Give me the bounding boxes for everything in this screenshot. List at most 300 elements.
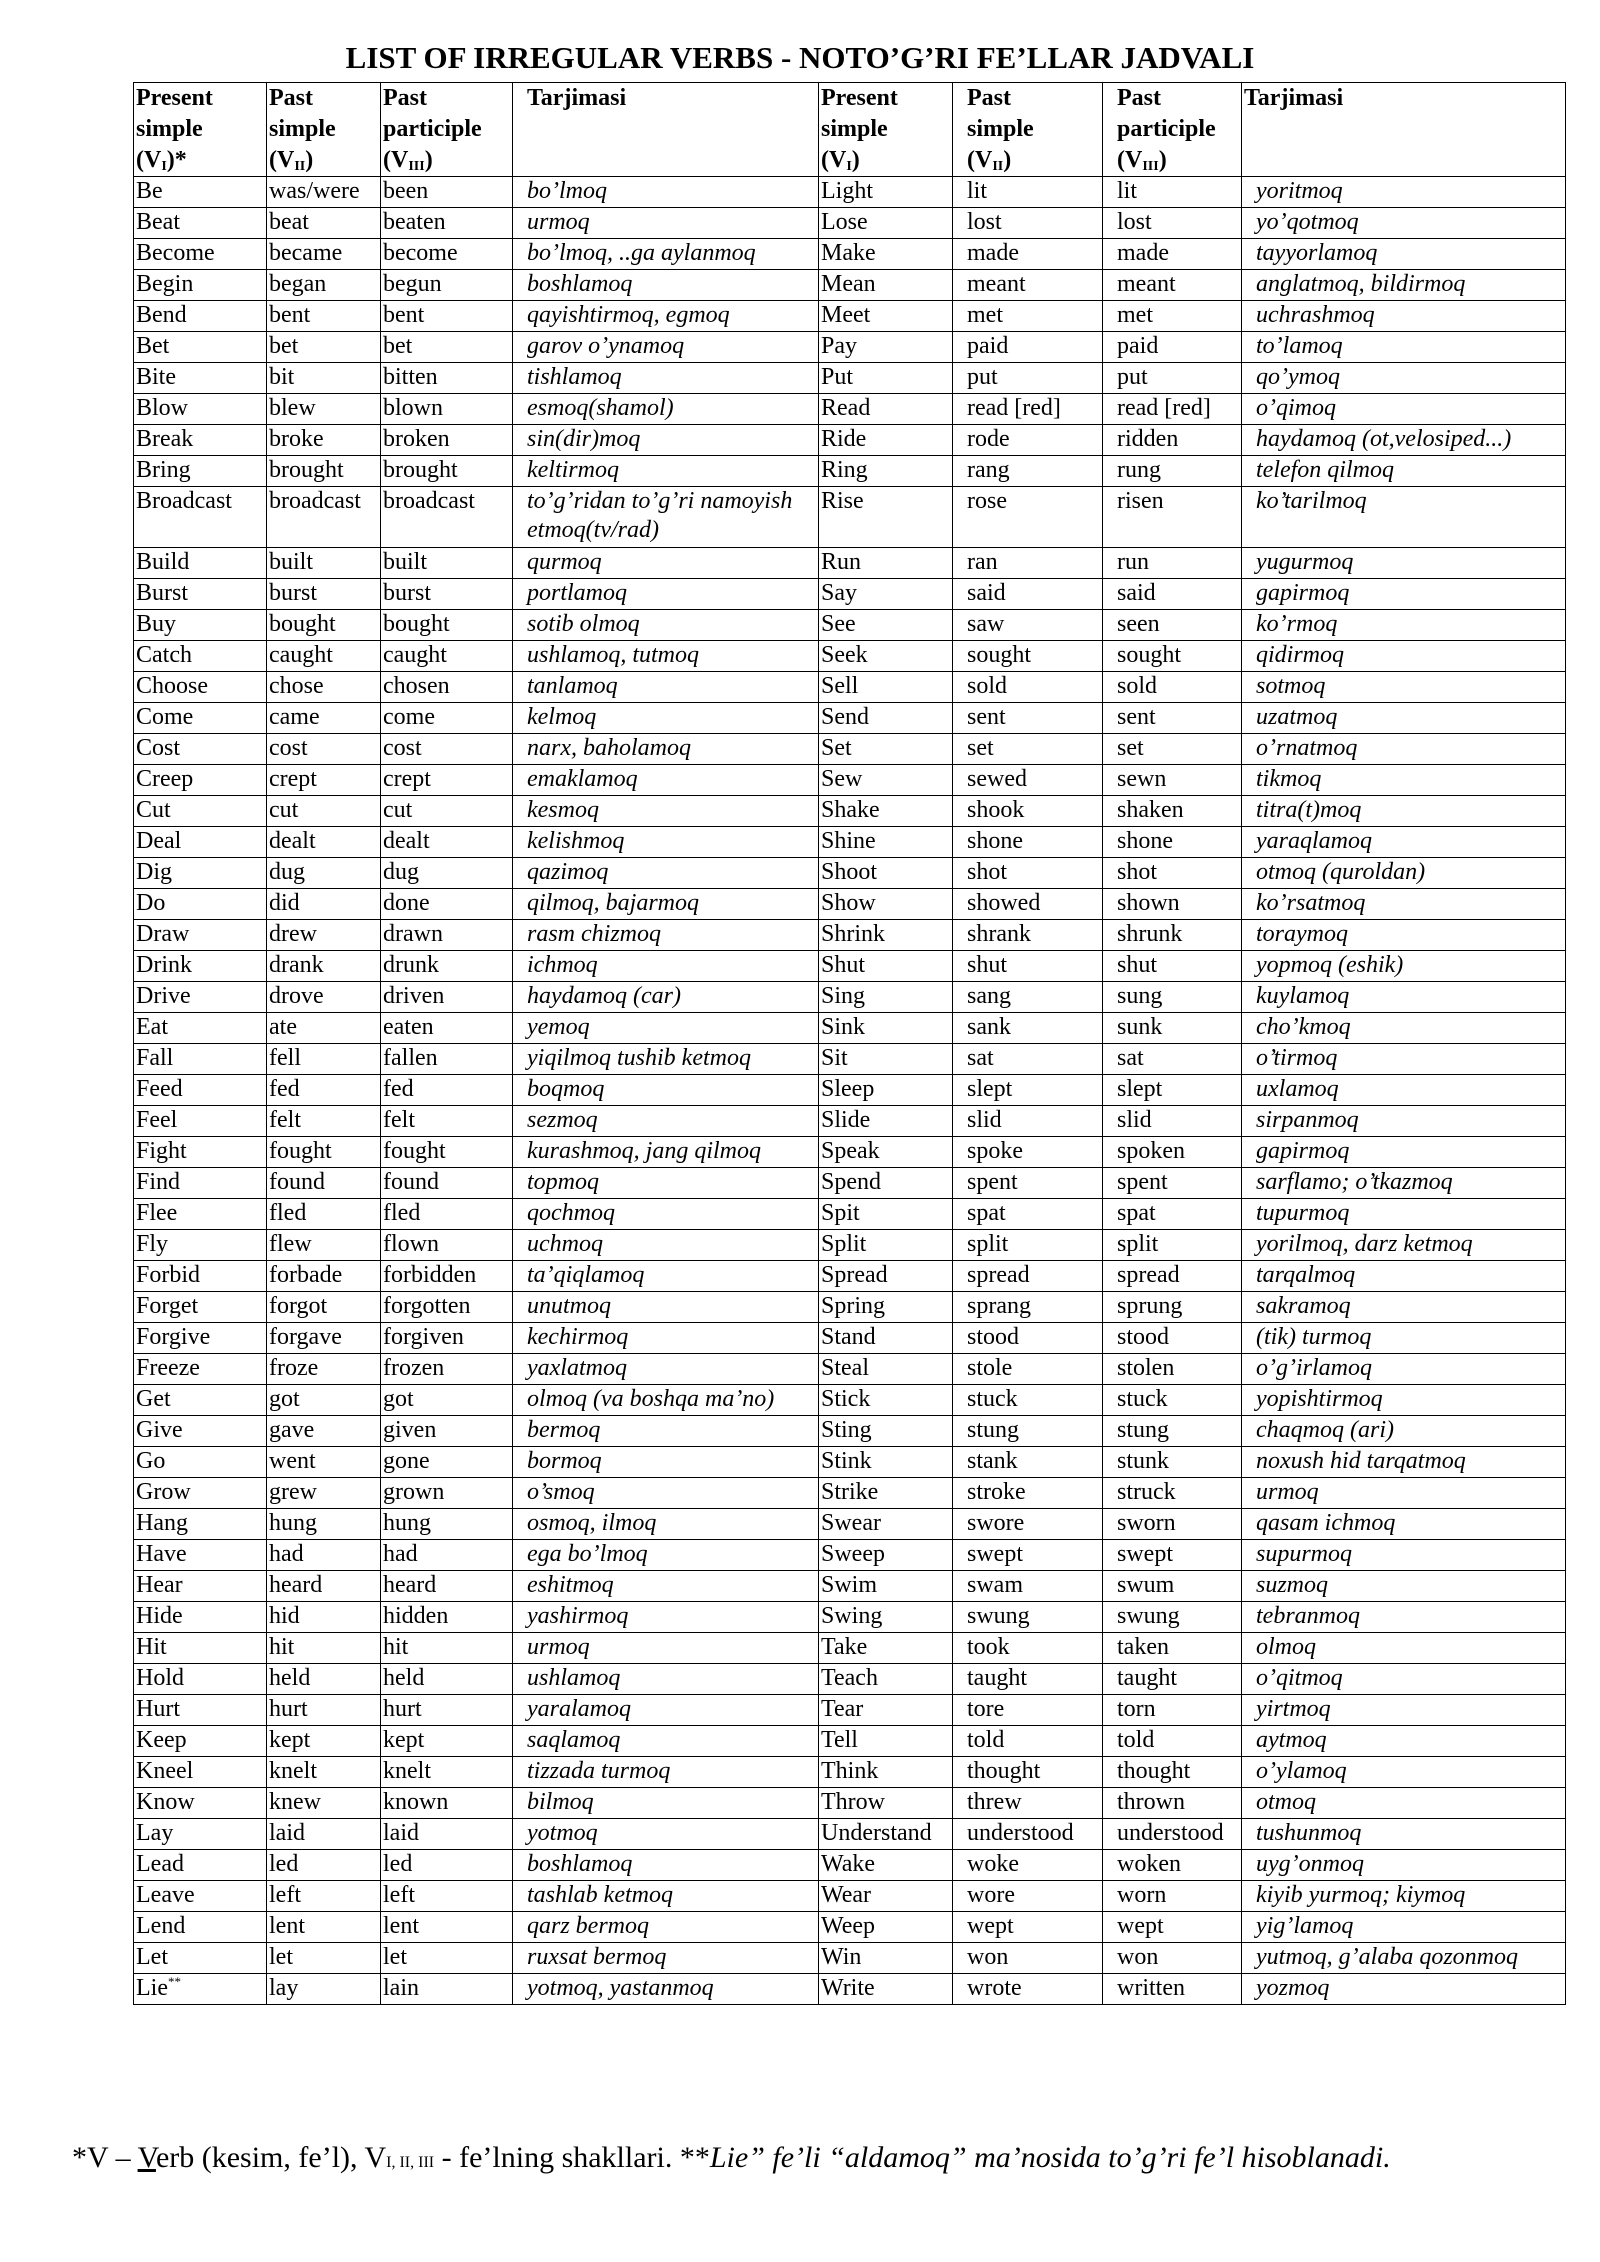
past-simple-right-cell: won [953, 1943, 1103, 1974]
past-simple-right-cell: saw [953, 610, 1103, 641]
translation-cell: ushlamoq [513, 1664, 819, 1695]
translation-right-cell: ko’tarilmoq [1242, 487, 1566, 548]
past-participle-cell: hit [381, 1633, 513, 1664]
past-simple-right-cell: spread [953, 1261, 1103, 1292]
past-simple-right-cell: thought [953, 1757, 1103, 1788]
past-participle-cell: fallen [381, 1044, 513, 1075]
translation-cell: qarz bermoq [513, 1912, 819, 1943]
past-participle-cell: broadcast [381, 487, 513, 548]
translation-right-cell: o’qitmoq [1242, 1664, 1566, 1695]
past-simple-cell: felt [267, 1106, 381, 1137]
verb-right-cell: Weep [819, 1912, 953, 1943]
verb-right-cell: Lose [819, 208, 953, 239]
past-simple-right-cell: sought [953, 641, 1103, 672]
past-participle-cell: done [381, 889, 513, 920]
translation-right-cell: yoritmoq [1242, 177, 1566, 208]
translation-right-cell: uxlamoq [1242, 1075, 1566, 1106]
verb-cell: Feel [134, 1106, 267, 1137]
past-simple-right-cell: wore [953, 1881, 1103, 1912]
past-participle-right-cell: taught [1103, 1664, 1242, 1695]
verb-right-cell: Teach [819, 1664, 953, 1695]
past-simple-right-cell: shone [953, 827, 1103, 858]
past-simple-right-cell: swept [953, 1540, 1103, 1571]
verb-right-cell: Rise [819, 487, 953, 548]
table-row [134, 1788, 1566, 1819]
translation-cell: bo’lmoq [513, 177, 819, 208]
past-participle-cell: caught [381, 641, 513, 672]
translation-right-cell: qasam ichmoq [1242, 1509, 1566, 1540]
table-row [134, 1540, 1566, 1571]
translation-right-cell: uyg’onmoq [1242, 1850, 1566, 1881]
past-simple-cell: held [267, 1664, 381, 1695]
past-simple-cell: became [267, 239, 381, 270]
translation-cell: topmoq [513, 1168, 819, 1199]
translation-right-cell: kiyib yurmoq; kiymoq [1242, 1881, 1566, 1912]
translation-right-cell: o’tirmoq [1242, 1044, 1566, 1075]
translation-right-cell: qo’ymoq [1242, 363, 1566, 394]
past-participle-right-cell: swept [1103, 1540, 1242, 1571]
translation-cell: osmoq, ilmoq [513, 1509, 819, 1540]
past-participle-right-cell: stunk [1103, 1447, 1242, 1478]
past-participle-cell: got [381, 1385, 513, 1416]
past-participle-cell: grown [381, 1478, 513, 1509]
verb-cell: Lead [134, 1850, 267, 1881]
past-simple-right-cell: sank [953, 1013, 1103, 1044]
translation-cell: haydamoq (car) [513, 982, 819, 1013]
translation-cell: bormoq [513, 1447, 819, 1478]
past-participle-right-cell: lit [1103, 177, 1242, 208]
past-participle-cell: broken [381, 425, 513, 456]
past-simple-right-cell: sat [953, 1044, 1103, 1075]
table-header-row [134, 83, 1566, 177]
verb-cell: Dig [134, 858, 267, 889]
past-participle-cell: fought [381, 1137, 513, 1168]
past-simple-cell: left [267, 1881, 381, 1912]
past-simple-cell: hit [267, 1633, 381, 1664]
past-simple-cell: crept [267, 765, 381, 796]
past-simple-right-cell: spat [953, 1199, 1103, 1230]
past-participle-right-cell: shaken [1103, 796, 1242, 827]
past-participle-cell: knelt [381, 1757, 513, 1788]
translation-cell: urmoq [513, 1633, 819, 1664]
past-participle-cell: dealt [381, 827, 513, 858]
translation-cell: qazimoq [513, 858, 819, 889]
translation-right-cell: sotmoq [1242, 672, 1566, 703]
translation-cell: qilmoq, bajarmoq [513, 889, 819, 920]
verb-right-cell: Put [819, 363, 953, 394]
past-participle-right-cell: swung [1103, 1602, 1242, 1633]
past-participle-right-cell: spread [1103, 1261, 1242, 1292]
past-simple-cell: came [267, 703, 381, 734]
verb-cell: Lie** [134, 1974, 267, 2005]
verb-cell: Draw [134, 920, 267, 951]
verb-cell: Choose [134, 672, 267, 703]
past-participle-cell: built [381, 548, 513, 579]
translation-right-cell: toraymoq [1242, 920, 1566, 951]
translation-right-cell: kuylamoq [1242, 982, 1566, 1013]
table-row [134, 1199, 1566, 1230]
past-simple-right-cell: split [953, 1230, 1103, 1261]
verb-right-cell: Slide [819, 1106, 953, 1137]
past-simple-right-cell: swore [953, 1509, 1103, 1540]
verb-cell: Forbid [134, 1261, 267, 1292]
translation-right-cell: tupurmoq [1242, 1199, 1566, 1230]
table-row [134, 827, 1566, 858]
past-simple-right-cell: stung [953, 1416, 1103, 1447]
translation-cell: narx, baholamoq [513, 734, 819, 765]
header-past-simple: Past simple $(V_{II})$ [267, 83, 381, 177]
past-simple-right-cell: threw [953, 1788, 1103, 1819]
translation-cell: esmoq(shamol) [513, 394, 819, 425]
verb-cell: Bend [134, 301, 267, 332]
past-simple-cell: bit [267, 363, 381, 394]
table-row [134, 301, 1566, 332]
past-participle-right-cell: shrunk [1103, 920, 1242, 951]
past-participle-right-cell: spoken [1103, 1137, 1242, 1168]
past-simple-right-cell: stole [953, 1354, 1103, 1385]
past-simple-right-cell: met [953, 301, 1103, 332]
verb-right-cell: Set [819, 734, 953, 765]
translation-cell: o’smoq [513, 1478, 819, 1509]
past-simple-right-cell: put [953, 363, 1103, 394]
table-row [134, 487, 1566, 548]
past-simple-cell: blew [267, 394, 381, 425]
past-participle-right-cell: sprung [1103, 1292, 1242, 1323]
verb-cell: Bite [134, 363, 267, 394]
past-simple-right-cell: showed [953, 889, 1103, 920]
past-participle-cell: felt [381, 1106, 513, 1137]
past-simple-right-cell: took [953, 1633, 1103, 1664]
table-row [134, 394, 1566, 425]
verb-cell: Hang [134, 1509, 267, 1540]
past-simple-right-cell: woke [953, 1850, 1103, 1881]
past-participle-right-cell: said [1103, 579, 1242, 610]
verb-right-cell: Shine [819, 827, 953, 858]
past-simple-right-cell: told [953, 1726, 1103, 1757]
past-simple-cell: did [267, 889, 381, 920]
translation-right-cell: o’g’irlamoq [1242, 1354, 1566, 1385]
translation-cell: bermoq [513, 1416, 819, 1447]
table-row [134, 1912, 1566, 1943]
past-simple-cell: kept [267, 1726, 381, 1757]
table-row [134, 1478, 1566, 1509]
translation-cell: kurashmoq, jang qilmoq [513, 1137, 819, 1168]
past-simple-right-cell: meant [953, 270, 1103, 301]
verb-cell: Freeze [134, 1354, 267, 1385]
verb-cell: Cost [134, 734, 267, 765]
translation-cell: yotmoq, yastanmoq [513, 1974, 819, 2005]
past-participle-right-cell: struck [1103, 1478, 1242, 1509]
translation-cell: boshlamoq [513, 1850, 819, 1881]
past-simple-right-cell: sold [953, 672, 1103, 703]
table-row [134, 1261, 1566, 1292]
verb-right-cell: Stink [819, 1447, 953, 1478]
past-simple-right-cell: swung [953, 1602, 1103, 1633]
translation-cell: boqmoq [513, 1075, 819, 1106]
past-simple-right-cell: ran [953, 548, 1103, 579]
table-row [134, 1881, 1566, 1912]
past-simple-cell: built [267, 548, 381, 579]
past-participle-right-cell: met [1103, 301, 1242, 332]
header-translation: Tarjimasi [513, 83, 819, 177]
past-simple-cell: dealt [267, 827, 381, 858]
verb-right-cell: Swim [819, 1571, 953, 1602]
past-simple-right-cell: wept [953, 1912, 1103, 1943]
past-participle-right-cell: understood [1103, 1819, 1242, 1850]
past-participle-right-cell: sunk [1103, 1013, 1242, 1044]
translation-cell: sotib olmoq [513, 610, 819, 641]
verb-cell: Hurt [134, 1695, 267, 1726]
verb-cell: Become [134, 239, 267, 270]
verb-right-cell: Meet [819, 301, 953, 332]
past-participle-right-cell: slept [1103, 1075, 1242, 1106]
past-simple-cell: cut [267, 796, 381, 827]
verb-cell: Forgive [134, 1323, 267, 1354]
verb-cell: Hit [134, 1633, 267, 1664]
translation-right-cell: yirtmoq [1242, 1695, 1566, 1726]
table-row [134, 765, 1566, 796]
verb-cell: Come [134, 703, 267, 734]
past-simple-cell: found [267, 1168, 381, 1199]
verb-right-cell: Read [819, 394, 953, 425]
translation-right-cell: urmoq [1242, 1478, 1566, 1509]
past-simple-cell: was/were [267, 177, 381, 208]
translation-right-cell: ko’rmoq [1242, 610, 1566, 641]
page-title: LIST OF IRREGULAR VERBS - NOTO’G’RI FE’LLAR JADVALI [345, 40, 1255, 75]
past-simple-cell: grew [267, 1478, 381, 1509]
verb-cell: Give [134, 1416, 267, 1447]
translation-right-cell: suzmoq [1242, 1571, 1566, 1602]
verb-cell: Deal [134, 827, 267, 858]
verb-cell: Leave [134, 1881, 267, 1912]
past-simple-cell: forgot [267, 1292, 381, 1323]
past-simple-cell: bought [267, 610, 381, 641]
verb-cell: Creep [134, 765, 267, 796]
verb-right-cell: Sew [819, 765, 953, 796]
translation-right-cell: tayyorlamoq [1242, 239, 1566, 270]
table-row [134, 1013, 1566, 1044]
verb-cell: Do [134, 889, 267, 920]
past-simple-cell: drew [267, 920, 381, 951]
past-simple-cell: lay [267, 1974, 381, 2005]
past-simple-cell: burst [267, 579, 381, 610]
translation-right-cell: sarflamo; o’tkazmoq [1242, 1168, 1566, 1199]
past-simple-cell: had [267, 1540, 381, 1571]
verb-right-cell: Ride [819, 425, 953, 456]
past-participle-cell: blown [381, 394, 513, 425]
translation-cell: kelmoq [513, 703, 819, 734]
translation-cell: kesmoq [513, 796, 819, 827]
translation-cell: keltirmoq [513, 456, 819, 487]
translation-cell: yaralamoq [513, 1695, 819, 1726]
translation-right-cell: olmoq [1242, 1633, 1566, 1664]
translation-right-cell: supurmoq [1242, 1540, 1566, 1571]
verb-cell: Get [134, 1385, 267, 1416]
verb-cell: Fight [134, 1137, 267, 1168]
verb-right-cell: Spread [819, 1261, 953, 1292]
translation-cell: yaxlatmoq [513, 1354, 819, 1385]
past-participle-cell: crept [381, 765, 513, 796]
table-row [134, 951, 1566, 982]
table-row [134, 1230, 1566, 1261]
verb-cell: Buy [134, 610, 267, 641]
translation-cell: yotmoq [513, 1819, 819, 1850]
table-body [134, 177, 1566, 2005]
verb-right-cell: Split [819, 1230, 953, 1261]
past-participle-cell: let [381, 1943, 513, 1974]
translation-right-cell: noxush hid tarqatmoq [1242, 1447, 1566, 1478]
past-simple-right-cell: sent [953, 703, 1103, 734]
translation-cell: tanlamoq [513, 672, 819, 703]
verb-cell: Lend [134, 1912, 267, 1943]
past-participle-right-cell: split [1103, 1230, 1242, 1261]
table-row [134, 1509, 1566, 1540]
verb-right-cell: Spend [819, 1168, 953, 1199]
table-row [134, 270, 1566, 301]
verb-right-cell: Steal [819, 1354, 953, 1385]
past-simple-cell: got [267, 1385, 381, 1416]
translation-right-cell: gapirmoq [1242, 579, 1566, 610]
past-participle-right-cell: sold [1103, 672, 1242, 703]
table-row [134, 1757, 1566, 1788]
past-participle-cell: driven [381, 982, 513, 1013]
verb-right-cell: Say [819, 579, 953, 610]
verb-cell: Keep [134, 1726, 267, 1757]
past-simple-cell: drove [267, 982, 381, 1013]
past-participle-cell: hidden [381, 1602, 513, 1633]
past-simple-cell: bet [267, 332, 381, 363]
past-simple-cell: forbade [267, 1261, 381, 1292]
table-row [134, 208, 1566, 239]
past-participle-cell: had [381, 1540, 513, 1571]
past-participle-right-cell: won [1103, 1943, 1242, 1974]
verb-right-cell: Sink [819, 1013, 953, 1044]
translation-right-cell: yopishtirmoq [1242, 1385, 1566, 1416]
verb-cell: Bet [134, 332, 267, 363]
translation-cell: kechirmoq [513, 1323, 819, 1354]
past-simple-right-cell: stank [953, 1447, 1103, 1478]
past-participle-right-cell: shown [1103, 889, 1242, 920]
verb-cell: Break [134, 425, 267, 456]
past-simple-cell: froze [267, 1354, 381, 1385]
translation-right-cell: o’ylamoq [1242, 1757, 1566, 1788]
verb-right-cell: Write [819, 1974, 953, 2005]
past-participle-right-cell: thrown [1103, 1788, 1242, 1819]
table-row [134, 1354, 1566, 1385]
past-participle-right-cell: paid [1103, 332, 1242, 363]
past-participle-cell: forgotten [381, 1292, 513, 1323]
past-simple-cell: bent [267, 301, 381, 332]
translation-right-cell: (tik) turmoq [1242, 1323, 1566, 1354]
past-participle-right-cell: woken [1103, 1850, 1242, 1881]
past-participle-right-cell: put [1103, 363, 1242, 394]
verb-cell: Be [134, 177, 267, 208]
verb-cell: Go [134, 1447, 267, 1478]
translation-right-cell: yorilmoq, darz ketmoq [1242, 1230, 1566, 1261]
verb-cell: Hear [134, 1571, 267, 1602]
past-participle-cell: been [381, 177, 513, 208]
past-participle-right-cell: set [1103, 734, 1242, 765]
table-row [134, 1571, 1566, 1602]
past-participle-cell: fled [381, 1199, 513, 1230]
past-participle-right-cell: torn [1103, 1695, 1242, 1726]
translation-cell: sezmoq [513, 1106, 819, 1137]
verb-cell: Catch [134, 641, 267, 672]
verb-right-cell: Mean [819, 270, 953, 301]
translation-right-cell: o’rnatmoq [1242, 734, 1566, 765]
table-row [134, 1695, 1566, 1726]
verb-right-cell: Spit [819, 1199, 953, 1230]
table-row [134, 734, 1566, 765]
past-simple-cell: forgave [267, 1323, 381, 1354]
translation-cell: to’g’ridan to’g’ri namoyish etmoq(tv/rad) [513, 487, 819, 548]
header-past-simple-right: Past simple $(V_{II})$ [953, 83, 1103, 177]
past-participle-right-cell: stolen [1103, 1354, 1242, 1385]
past-participle-cell: beaten [381, 208, 513, 239]
past-participle-right-cell: shone [1103, 827, 1242, 858]
past-participle-right-cell: wept [1103, 1912, 1242, 1943]
translation-right-cell: titra(t)moq [1242, 796, 1566, 827]
translation-cell: sin(dir)moq [513, 425, 819, 456]
verb-cell: Hold [134, 1664, 267, 1695]
translation-cell: portlamoq [513, 579, 819, 610]
past-simple-right-cell: stuck [953, 1385, 1103, 1416]
table-row [134, 1106, 1566, 1137]
translation-cell: kelishmoq [513, 827, 819, 858]
verb-right-cell: Shrink [819, 920, 953, 951]
past-simple-right-cell: shut [953, 951, 1103, 982]
past-simple-right-cell: slid [953, 1106, 1103, 1137]
past-participle-right-cell: meant [1103, 270, 1242, 301]
past-participle-right-cell: rung [1103, 456, 1242, 487]
translation-right-cell: cho’kmoq [1242, 1013, 1566, 1044]
past-participle-right-cell: worn [1103, 1881, 1242, 1912]
past-participle-right-cell: stuck [1103, 1385, 1242, 1416]
past-simple-right-cell: spoke [953, 1137, 1103, 1168]
past-simple-right-cell: taught [953, 1664, 1103, 1695]
table-row [134, 1075, 1566, 1106]
verb-right-cell: Understand [819, 1819, 953, 1850]
past-participle-right-cell: sung [1103, 982, 1242, 1013]
verb-right-cell: Show [819, 889, 953, 920]
past-simple-right-cell: sang [953, 982, 1103, 1013]
translation-cell: tashlab ketmoq [513, 1881, 819, 1912]
translation-right-cell: tarqalmoq [1242, 1261, 1566, 1292]
verb-cell: Burst [134, 579, 267, 610]
translation-right-cell: to’lamoq [1242, 332, 1566, 363]
past-participle-right-cell: shut [1103, 951, 1242, 982]
verb-cell: Kneel [134, 1757, 267, 1788]
table-row [134, 982, 1566, 1013]
translation-cell: ushlamoq, tutmoq [513, 641, 819, 672]
past-simple-cell: laid [267, 1819, 381, 1850]
past-participle-cell: fed [381, 1075, 513, 1106]
verb-right-cell: Strike [819, 1478, 953, 1509]
verb-cell: Drive [134, 982, 267, 1013]
footnote: *V – Verb (kesim, fe’l), VI, II, III - fe’lning shakllari. **Lie” fe’li “aldamoq” ma’nosida to’g’ri fe’l hisoblanadi. [72, 2141, 1391, 2174]
translation-cell: rasm chizmoq [513, 920, 819, 951]
translation-right-cell: tushunmoq [1242, 1819, 1566, 1850]
verb-right-cell: Shake [819, 796, 953, 827]
translation-right-cell: otmoq (quroldan) [1242, 858, 1566, 889]
past-participle-cell: drunk [381, 951, 513, 982]
translation-cell: yashirmoq [513, 1602, 819, 1633]
past-simple-cell: knew [267, 1788, 381, 1819]
header-translation-right: Tarjimasi [1242, 83, 1566, 177]
past-simple-right-cell: lost [953, 208, 1103, 239]
past-simple-right-cell: read [red] [953, 394, 1103, 425]
verb-cell: Build [134, 548, 267, 579]
